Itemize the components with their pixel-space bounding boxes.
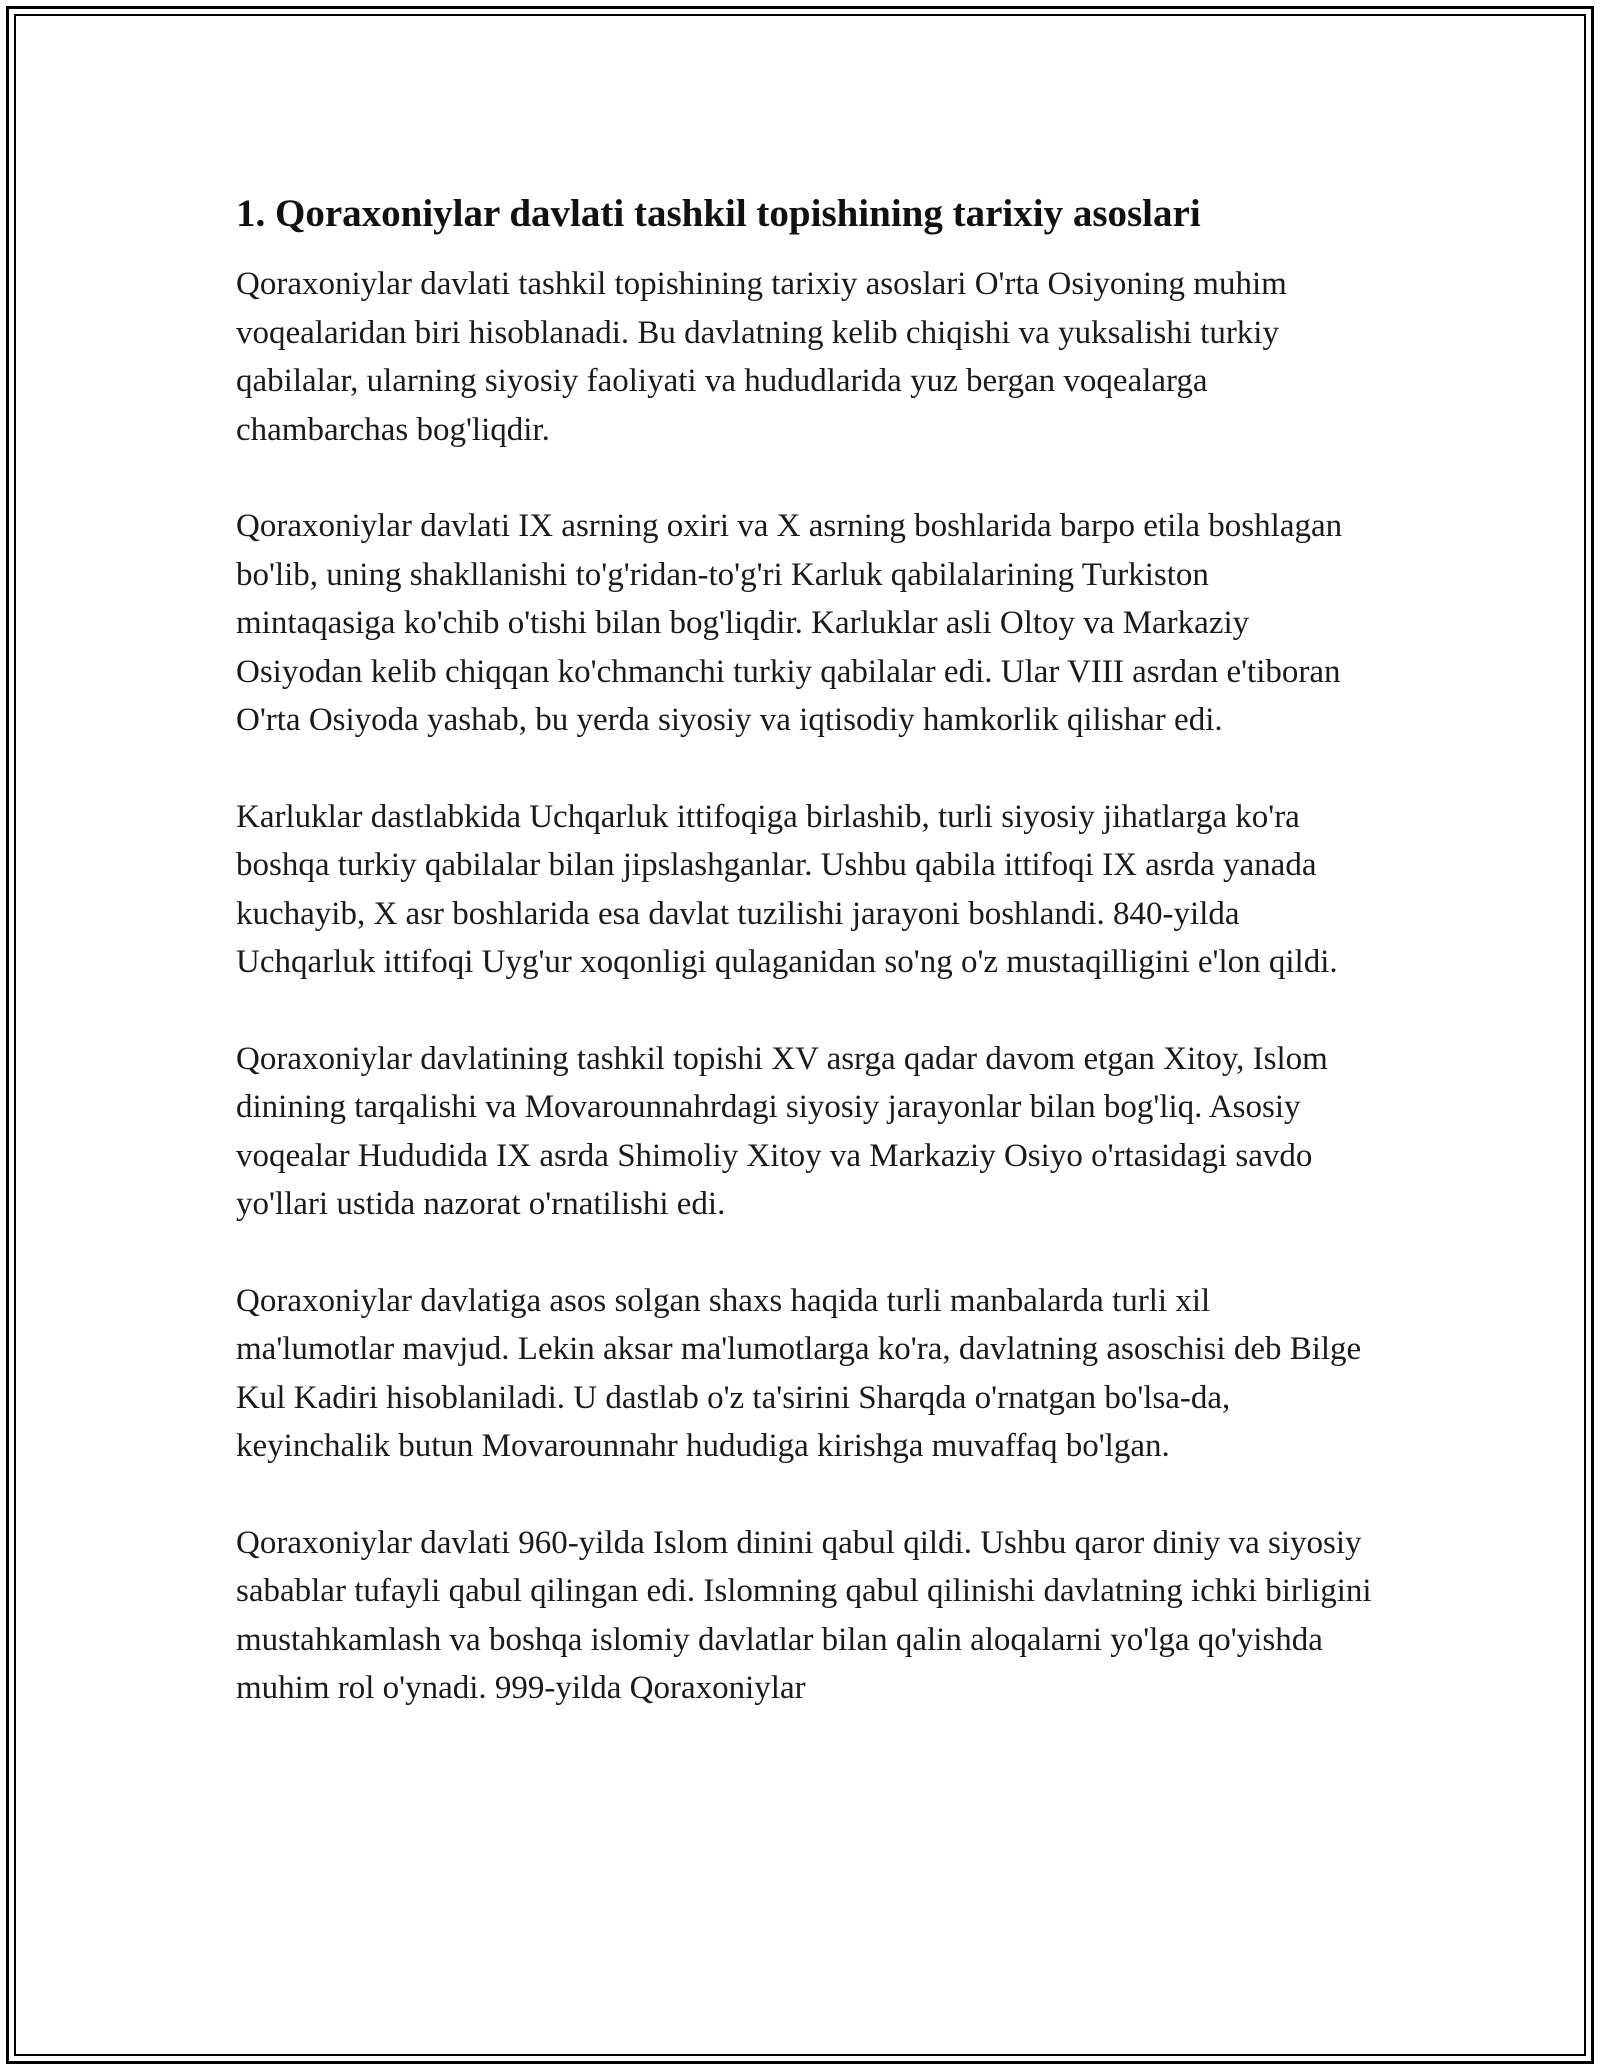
paragraph-4: Qoraxoniylar davlatining tashkil topishi XV asrga qadar davom etgan Xitoy, Islom dinining tarqalishi va Movarounnahrdagi siyosiy jarayonlar bilan bog'liq. Asosiy voqealar Hududida IX asrda Shimoliy Xitoy va Markaziy Osiyo o'rtasidagi savdo yo'llari ustida nazorat o'rnatilishi edi. xyxy=(236,1040,1328,1222)
paragraph-5: Qoraxoniylar davlatiga asos solgan shaxs haqida turli manbalarda turli xil ma'lumotlar mavjud. Lekin aksar ma'lumotlarga ko'ra, davlatning asoschisi deb Bilge Kul Kadiri hisoblaniladi. U dastlab o'z ta'sirini Sharqda o'rnatgan bo'lsa-da, keyinchalik butun Movarounnahr hududiga kirishga muvaffaq bo'lgan. xyxy=(236,1282,1362,1464)
section-heading: 1. Qoraxoniylar davlati tashkil topishining tarixiy asoslari xyxy=(236,192,1201,235)
paragraph-2: Qoraxoniylar davlati IX asrning oxiri va X asrning boshlarida barpo etila boshlagan bo'lib, uning shakllanishi to'g'ridan-to'g'ri Karluk qabilalarining Turkiston mintaqasiga ko'chib o'tishi bilan bog'liqdir. Karluklar asli Oltoy va Markaziy Osiyodan kelib chiqqan ko'chmanchi turkiy qabilalar edi. Ular VIII asrdan e'tiboran O'rta Osiyoda yashab, bu yerda siyosiy va iqtisodiy hamkorlik qilishar edi. xyxy=(236,508,1343,738)
document-body xyxy=(236,186,1376,1713)
paragraph-6: Qoraxoniylar davlati 960-yilda Islom dinini qabul qildi. Ushbu qaror diniy va siyosiy sabablar tufayli qabul qilingan edi. Islomning qabul qilinishi davlatning ichki birligini mustahkamlash va boshqa islomiy davlatlar bilan qalin aloqalarni yo'lga qo'yishda muhim rol o'ynadi. 999-yilda Qoraxoniylar xyxy=(236,1524,1372,1706)
paragraph-3: Karluklar dastlabkida Uchqarluk ittifoqiga birlashib, turli siyosiy jihatlarga ko'ra boshqa turkiy qabilalar bilan jipslashganlar. Ushbu qabila ittifoqi IX asrda yanada kuchayib, X asr boshlarida esa davlat tuzilishi jarayoni boshlandi. 840-yilda Uchqarluk ittifoqi Uyg'ur xoqonligi qulaganidan so'ng o'z mustaqilligini e'lon qildi. xyxy=(236,798,1338,980)
paragraph-1: Qoraxoniylar davlati tashkil topishining tarixiy asoslari O'rta Osiyoning muhim voqealaridan biri hisoblanadi. Bu davlatning kelib chiqishi va yuksalishi turkiy qabilalar, ularning siyosiy faoliyati va hududlarida yuz bergan voqealarga chambarchas bog'liqdir. xyxy=(236,266,1287,448)
